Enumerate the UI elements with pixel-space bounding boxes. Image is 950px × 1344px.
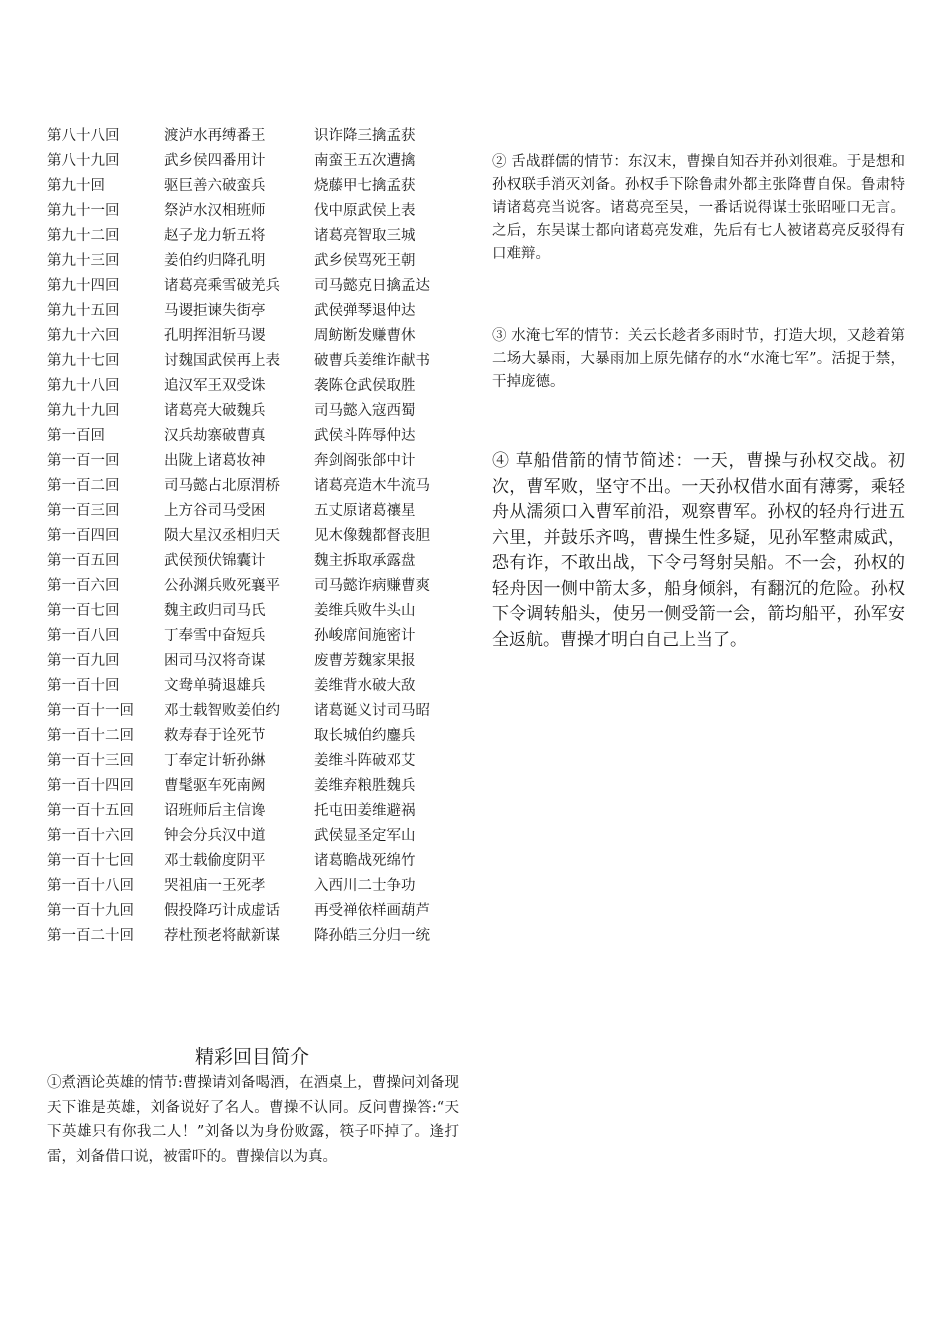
chapter-row — [47, 149, 467, 174]
chapter-row — [47, 299, 467, 324]
chapter-number: 第九十五回 — [47, 303, 120, 319]
chapter-number: 第一百十一回 — [47, 703, 134, 719]
chapter-title-first: 邓士载偷度阴平 — [164, 853, 266, 869]
chapter-number: 第八十八回 — [47, 128, 120, 144]
chapter-title-first: 钟会分兵汉中道 — [164, 828, 266, 844]
chapter-row — [47, 799, 467, 824]
chapter-row — [47, 274, 467, 299]
chapter-row — [47, 249, 467, 274]
chapter-title-first: 渡泸水再缚番王 — [164, 128, 266, 144]
chapter-title-second: 姜维兵败牛头山 — [314, 603, 416, 619]
chapter-title-second: 见木像魏都督丧胆 — [314, 528, 430, 544]
chapter-title-first: 诸葛亮大破魏兵 — [164, 403, 266, 419]
summary-flood-seven-armies: ③ 水淹七军的情节：关云长趁者多雨时节，打造大坝，又趁着第二场大暴雨，大暴雨加上原先储存的水“水淹七军”。活捉于禁，干掉庞德。 — [492, 328, 905, 390]
chapter-title-first: 困司马汉将奇谋 — [164, 653, 266, 669]
chapter-row — [47, 724, 467, 749]
chapter-title-second: 五丈原诸葛禳星 — [314, 503, 416, 519]
chapter-title-second: 武侯显圣定军山 — [314, 828, 416, 844]
chapter-number: 第八十九回 — [47, 153, 120, 169]
chapter-row — [47, 474, 467, 499]
chapter-number: 第九十八回 — [47, 378, 120, 394]
chapter-row — [47, 824, 467, 849]
chapter-title-second: 烧藤甲七擒孟获 — [314, 178, 416, 194]
chapter-title-second: 司马懿诈病赚曹爽 — [314, 578, 430, 594]
chapter-title-second: 识诈降三擒孟获 — [314, 128, 416, 144]
chapter-row — [47, 124, 467, 149]
summary-discuss-heroes: ①煮酒论英雄的情节:曹操请刘备喝酒，在酒桌上，曹操问刘备现天下谁是英雄，刘备说好了名人。曹操不认同。反问曹操答:“天下英雄只有你我二人！”刘备以为身份败露，筷子吓掉了。逢打雷，刘备借口说，被雷吓的。曹操信以为真。 — [47, 1075, 459, 1165]
chapter-title-first: 汉兵劫寨破曹真 — [164, 428, 266, 444]
chapter-title-second: 破曹兵姜维诈献书 — [314, 353, 430, 369]
chapter-number: 第一百十五回 — [47, 803, 134, 819]
chapter-title-second: 奔剑阁张郃中计 — [314, 453, 416, 469]
chapter-title-second: 武侯斗阵辱仲达 — [314, 428, 416, 444]
chapter-title-first: 丁奉定计斩孙綝 — [164, 753, 266, 769]
chapter-title-second: 诸葛瞻战死绵竹 — [314, 853, 416, 869]
chapter-title-second: 姜维弃粮胜魏兵 — [314, 778, 416, 794]
chapter-title-second: 武乡侯骂死王朝 — [314, 253, 416, 269]
chapter-row — [47, 499, 467, 524]
chapter-number: 第一百一回 — [47, 453, 120, 469]
chapter-title-first: 诏班师后主信谗 — [164, 803, 266, 819]
chapter-title-second: 入西川二士争功 — [314, 878, 416, 894]
chapter-number: 第一百十六回 — [47, 828, 134, 844]
chapter-number: 第九十九回 — [47, 403, 120, 419]
chapter-title-first: 祭泸水汉相班师 — [164, 203, 266, 219]
chapter-title-second: 南蛮王五次遭擒 — [314, 153, 416, 169]
chapter-row — [47, 649, 467, 674]
chapter-row — [47, 424, 467, 449]
chapter-title-second: 姜维背水破大敌 — [314, 678, 416, 694]
chapter-title-first: 魏主政归司马氏 — [164, 603, 266, 619]
chapter-title-first: 姜伯约归降孔明 — [164, 253, 266, 269]
chapter-row — [47, 524, 467, 549]
chapter-title-first: 马谡拒谏失街亭 — [164, 303, 266, 319]
chapter-title-first: 司马懿占北原渭桥 — [164, 478, 280, 494]
chapter-number: 第九十三回 — [47, 253, 120, 269]
chapter-title-second: 伐中原武侯上表 — [314, 203, 416, 219]
chapter-title-first: 救寿春于诠死节 — [164, 728, 266, 744]
section-title: 精彩回目简介 — [194, 1046, 309, 1068]
chapter-row — [47, 899, 467, 924]
chapter-title-second: 诸葛诞义讨司马昭 — [314, 703, 430, 719]
chapter-number: 第一百十二回 — [47, 728, 134, 744]
chapter-number: 第九十七回 — [47, 353, 120, 369]
chapter-title-first: 追汉军王双受诛 — [164, 378, 266, 394]
chapter-title-second: 诸葛亮造木牛流马 — [314, 478, 430, 494]
chapter-number: 第九十六回 — [47, 328, 120, 344]
chapter-row — [47, 199, 467, 224]
chapter-title-second: 孙峻席间施密计 — [314, 628, 416, 644]
chapter-row — [47, 924, 467, 949]
chapter-row — [47, 774, 467, 799]
chapter-number: 第一百八回 — [47, 628, 120, 644]
summary-borrow-arrows: ④ 草船借箭的情节简述：一天，曹操与孙权交战。初次，曹军败，坚守不出。一天孙权借水面有薄雾，乘轻舟从濡须口入曹军前沿，观察曹军。孙权的轻舟行进五六里，并鼓乐齐鸣，曹操生性多疑，见孙军整肃威武，恐有诈，不敢出战，下令弓弩射吴船。不一会，孙权的轻舟因一侧中箭太多，船身倾斜，有翻沉的危险。孙权下令调转船头，使另一侧受箭一会，箭均船平，孙军安全返航。曹操才明白自己上当了。 — [492, 451, 905, 650]
chapter-title-first: 文鸯单骑退雄兵 — [164, 678, 266, 694]
chapter-row — [47, 624, 467, 649]
chapter-title-first: 曹髦驱车死南阙 — [164, 778, 266, 794]
chapter-row — [47, 374, 467, 399]
chapter-number: 第一百回 — [47, 428, 105, 444]
chapter-row — [47, 749, 467, 774]
chapter-row — [47, 224, 467, 249]
chapter-title-second: 废曹芳魏家果报 — [314, 653, 416, 669]
chapter-title-first: 赵子龙力斩五将 — [164, 228, 266, 244]
chapter-number: 第一百九回 — [47, 653, 120, 669]
chapter-row — [47, 599, 467, 624]
chapter-number: 第一百七回 — [47, 603, 120, 619]
chapter-list — [47, 124, 467, 949]
chapter-title-first: 假投降巧计成虚话 — [164, 903, 280, 919]
chapter-title-first: 陨大星汉丞相归天 — [164, 528, 280, 544]
chapter-row — [47, 849, 467, 874]
chapter-number: 第一百十八回 — [47, 878, 134, 894]
chapter-title-first: 丁奉雪中奋短兵 — [164, 628, 266, 644]
chapter-title-first: 孔明挥泪斩马谡 — [164, 328, 266, 344]
chapter-title-first: 讨魏国武侯再上表 — [164, 353, 280, 369]
chapter-row — [47, 699, 467, 724]
chapter-title-second: 诸葛亮智取三城 — [314, 228, 416, 244]
chapter-row — [47, 874, 467, 899]
chapter-number: 第一百四回 — [47, 528, 120, 544]
chapter-number: 第九十二回 — [47, 228, 120, 244]
chapter-number: 第一百十回 — [47, 678, 120, 694]
chapter-number: 第一百十三回 — [47, 753, 134, 769]
summary-debate-scholars: ② 舌战群儒的情节：东汉末，曹操自知吞并孙刘很难。于是想和孙权联手消灭刘备。孙权手下除鲁肃外都主张降曹自保。鲁肃特请诸葛亮当说客。诸葛亮至吴，一番话说得谋士张昭哑口无言。之后，东吴谋士都向诸葛亮发难，先后有七人被诸葛亮反驳得有口难辩。 — [492, 154, 905, 262]
chapter-title-first: 武侯预伏锦囊计 — [164, 553, 266, 569]
chapter-title-second: 司马懿克日擒孟达 — [314, 278, 430, 294]
chapter-title-first: 驱巨善六破蛮兵 — [164, 178, 266, 194]
chapter-title-first: 公孙渊兵败死襄平 — [164, 578, 280, 594]
chapter-title-second: 取长城伯约鏖兵 — [314, 728, 416, 744]
chapter-row — [47, 549, 467, 574]
chapter-title-second: 武侯弹琴退仲达 — [314, 303, 416, 319]
chapter-title-second: 司马懿入寇西蜀 — [314, 403, 416, 419]
chapter-number: 第一百五回 — [47, 553, 120, 569]
chapter-title-second: 周鲂断发赚曹休 — [314, 328, 416, 344]
chapter-title-first: 上方谷司马受困 — [164, 503, 266, 519]
chapter-row — [47, 349, 467, 374]
chapter-number: 第一百三回 — [47, 503, 120, 519]
chapter-title-second: 魏主拆取承露盘 — [314, 553, 416, 569]
chapter-row — [47, 174, 467, 199]
chapter-title-first: 武乡侯四番用计 — [164, 153, 266, 169]
chapter-title-second: 袭陈仓武侯取胜 — [314, 378, 416, 394]
chapter-title-first: 出陇上诸葛妆神 — [164, 453, 266, 469]
chapter-title-second: 托屯田姜维避祸 — [314, 803, 416, 819]
chapter-title-first: 哭祖庙一王死孝 — [164, 878, 266, 894]
chapter-number: 第一百十九回 — [47, 903, 134, 919]
chapter-title-first: 邓士载智败姜伯约 — [164, 703, 280, 719]
chapter-number: 第九十一回 — [47, 203, 120, 219]
chapter-title-first: 诸葛亮乘雪破羌兵 — [164, 278, 280, 294]
chapter-row — [47, 449, 467, 474]
chapter-number: 第一百六回 — [47, 578, 120, 594]
chapter-title-second: 降孙皓三分归一统 — [314, 928, 430, 944]
chapter-row — [47, 399, 467, 424]
chapter-row — [47, 674, 467, 699]
chapter-row — [47, 324, 467, 349]
chapter-title-first: 荐杜预老将献新谋 — [164, 928, 280, 944]
chapter-title-second: 姜维斗阵破邓艾 — [314, 753, 416, 769]
chapter-number: 第九十四回 — [47, 278, 120, 294]
chapter-number: 第九十回 — [47, 178, 105, 194]
chapter-number: 第一百十七回 — [47, 853, 134, 869]
chapter-row — [47, 574, 467, 599]
chapter-title-second: 再受禅依样画葫芦 — [314, 903, 430, 919]
chapter-number: 第一百十四回 — [47, 778, 134, 794]
chapter-number: 第一百二十回 — [47, 928, 134, 944]
chapter-number: 第一百二回 — [47, 478, 120, 494]
